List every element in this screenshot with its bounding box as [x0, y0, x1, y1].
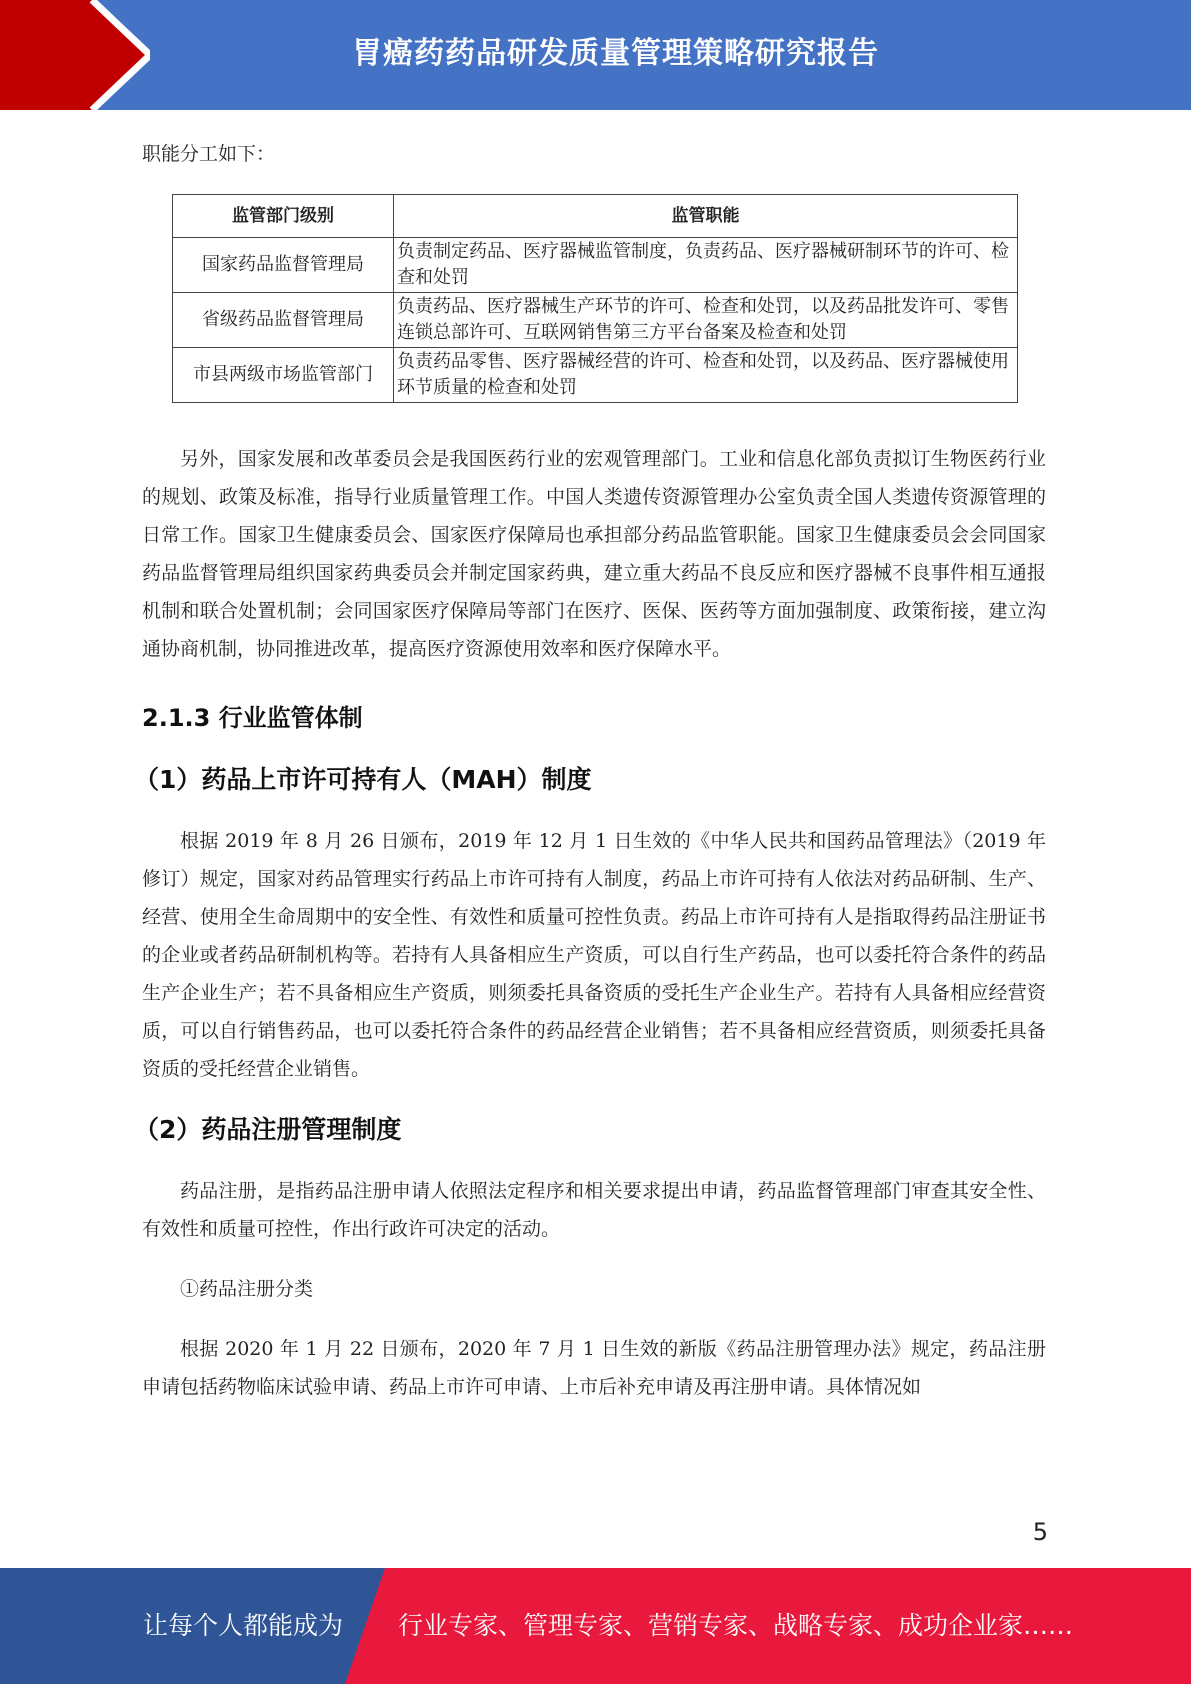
intro-text: 职能分工如下： [142, 143, 276, 165]
section-heading: 2.1.3 行业监管体制 [142, 704, 363, 732]
header-arrow-decoration [0, 0, 150, 110]
level-cell: 市县两级市场监管部门 [173, 348, 394, 403]
footer-slogan-left: 让每个人都能成为 [143, 1611, 344, 1640]
paragraph: 另外，国家发展和改革委员会是我国医药行业的宏观管理部门。工业和信息化部负责拟订生物医药行业的规划、政策及标准，指导行业质量管理工作。中国人类遗传资源管理办公室负责全国人类遗传资源管理的日常工作。国家卫生健康委员会、国家医疗保障局也承担部分药品监管职能。国家卫生健康委员会会同国家药品监督管理局组织国家药典委员会并制定国家药典，建立重大药品不良反应和医疗器械不良事件相互通报机制和联合处置机制；会同国家医疗保障局等部门在医疗、医保、医药等方面加强制度、政策衔接，建立沟通协商机制，协同推进改革，提高医疗资源使用效率和医疗保障水平。 [142, 448, 1046, 660]
table-row [173, 238, 1018, 293]
regulator-table [172, 194, 1018, 403]
paragraph: 药品注册，是指药品注册申请人依照法定程序和相关要求提出申请，药品监督管理部门审查其安全性、有效性和质量可控性，作出行政许可决定的活动。 [142, 1180, 1046, 1240]
subsection-heading: （1）药品上市许可持有人（MAH）制度 [134, 765, 592, 794]
table-row [173, 348, 1018, 403]
list-item-heading: ①药品注册分类 [180, 1278, 314, 1300]
paragraph: 根据 2020 年 1 月 22 日颁布，2020 年 7 月 1 日生效的新版《药品注册管理办法》规定，药品注册申请包括药物临床试验申请、药品上市许可申请、上市后补充申请及再注册申请。具体情况如 [142, 1338, 1046, 1398]
column-header: 监管部门级别 [173, 195, 394, 238]
page-number: 5 [1032, 1518, 1048, 1546]
table-row [173, 293, 1018, 348]
duty-cell: 负责药品、医疗器械生产环节的许可、检查和处罚，以及药品批发许可、零售连锁总部许可、互联网销售第三方平台备案及检查和处罚 [394, 293, 1018, 348]
level-cell: 国家药品监督管理局 [173, 238, 394, 293]
paragraph: 根据 2019 年 8 月 26 日颁布，2019 年 12 月 1 日生效的《中华人民共和国药品管理法》（2019 年修订）规定，国家对药品管理实行药品上市许可持有人制度，药品上市许可持有人依法对药品研制、生产、经营、使用全生命周期中的安全性、有效性和质量可控性负责。药品上市许可持有人是指取得药品注册证书的企业或者药品研制机构等。若持有人具备相应生产资质，可以自行生产药品，也可以委托符合条件的药品生产企业生产；若不具备相应生产资质，则须委托具备资质的受托生产企业生产。若持有人具备相应经营资质，可以自行销售药品，也可以委托符合条件的药品经营企业销售；若不具备相应经营资质，则须委托具备资质的受托经营企业销售。 [142, 830, 1046, 1080]
subsection-heading: （2）药品注册管理制度 [134, 1115, 402, 1144]
duty-cell: 负责药品零售、医疗器械经营的许可、检查和处罚，以及药品、医疗器械使用环节质量的检查和处罚 [394, 348, 1018, 403]
duty-cell: 负责制定药品、医疗器械监管制度，负责药品、医疗器械研制环节的许可、检查和处罚 [394, 238, 1018, 293]
table-header-row [173, 195, 1018, 238]
footer-slogan-right: 行业专家、管理专家、营销专家、战略专家、成功企业家…… [398, 1611, 1074, 1640]
page-footer [0, 1568, 1191, 1684]
column-header: 监管职能 [394, 195, 1018, 238]
report-title: 胃癌药药品研发质量管理策略研究报告 [352, 36, 879, 71]
level-cell: 省级药品监督管理局 [173, 293, 394, 348]
page-content [134, 135, 1046, 1406]
page-header [0, 0, 1191, 110]
